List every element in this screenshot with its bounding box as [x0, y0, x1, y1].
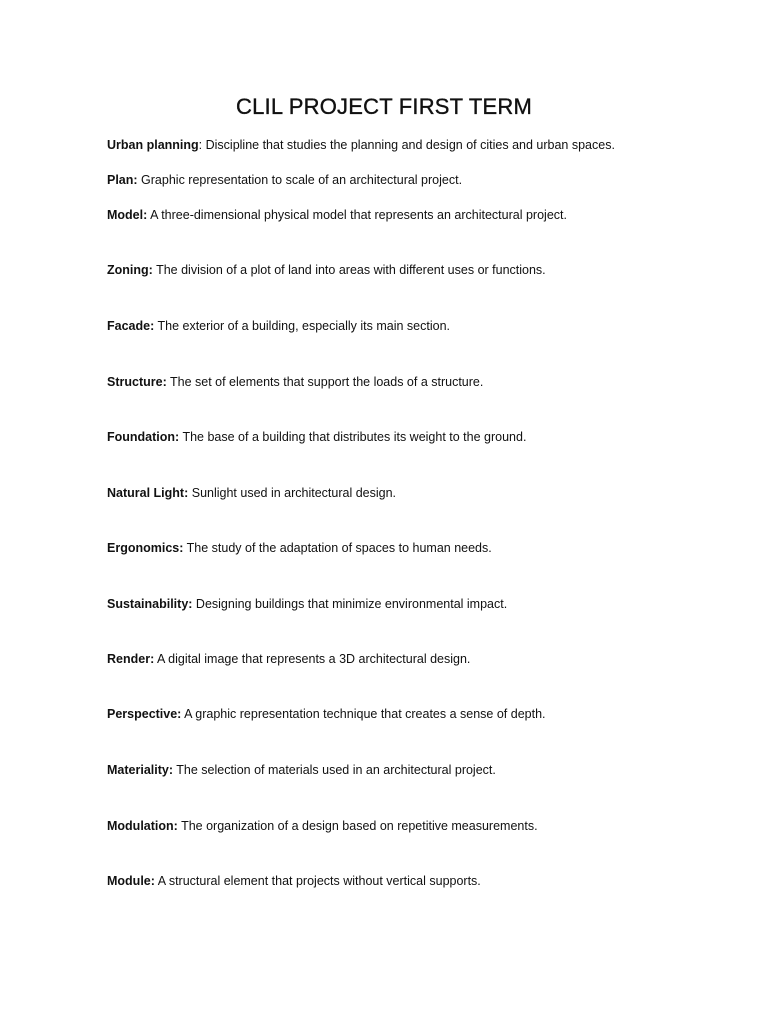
glossary-term: Foundation: — [107, 430, 180, 444]
glossary-definition: The set of elements that support the loads of a structure. — [169, 375, 484, 389]
glossary-entry-plan — [107, 172, 747, 188]
glossary-definition: A structural element that projects without vertical supports. — [157, 874, 481, 888]
glossary-term: Natural Light: — [107, 486, 189, 500]
glossary-term: Render: — [107, 652, 155, 666]
glossary-entry-ergonomics — [107, 540, 747, 556]
glossary-term: Ergonomics: — [107, 541, 184, 555]
glossary-definition: The base of a building that distributes its weight to the ground. — [182, 430, 527, 444]
glossary-term: Materiality: — [107, 763, 173, 777]
glossary-entry-materiality — [107, 762, 747, 778]
glossary-definition: Designing buildings that minimize environmental impact. — [195, 597, 508, 611]
glossary-entry-model — [107, 207, 747, 223]
glossary-definition: A digital image that represents a 3D architectural design. — [157, 652, 471, 666]
glossary-term: Plan: — [107, 173, 138, 187]
glossary-entry-sustainability — [107, 596, 747, 612]
document-title: CLIL PROJECT FIRST TERM — [236, 94, 532, 119]
glossary-term: Perspective: — [107, 707, 182, 721]
glossary-entry-foundation — [107, 429, 747, 445]
glossary-definition: Graphic representation to scale of an architectural project. — [141, 173, 463, 187]
glossary-definition: Sunlight used in architectural design. — [191, 486, 397, 500]
glossary-definition: The selection of materials used in an architectural project. — [176, 763, 496, 777]
glossary-definition: The exterior of a building, especially its main section. — [157, 319, 451, 333]
glossary-term: Facade: — [107, 319, 155, 333]
glossary-entry-structure — [107, 374, 747, 390]
glossary-term: Sustainability: — [107, 597, 193, 611]
glossary-entry-render — [107, 651, 747, 667]
glossary-definition: Discipline that studies the planning and design of cities and urban spaces. — [205, 138, 615, 152]
glossary-term: Zoning: — [107, 263, 153, 277]
glossary-entry-module — [107, 873, 747, 889]
glossary-term: Modulation: — [107, 819, 178, 833]
glossary-term: Model: — [107, 208, 148, 222]
glossary-term: Urban planning — [107, 138, 199, 152]
glossary-term: Structure: — [107, 375, 167, 389]
glossary-separator: : — [198, 138, 206, 152]
glossary-entry-facade — [107, 318, 747, 334]
glossary-term: Module: — [107, 874, 155, 888]
glossary-definition: A graphic representation technique that creates a sense of depth. — [184, 707, 546, 721]
glossary-definition: The study of the adaptation of spaces to human needs. — [186, 541, 492, 555]
glossary-entry-perspective — [107, 706, 747, 722]
glossary-definition: The division of a plot of land into areas with different uses or functions. — [156, 263, 546, 277]
glossary-definition: A three-dimensional physical model that represents an architectural project. — [150, 208, 567, 222]
glossary-entry-natural-light — [107, 485, 747, 501]
glossary-entry-zoning — [107, 262, 747, 278]
glossary-entry-urban-planning — [107, 137, 747, 153]
glossary-entry-modulation — [107, 818, 747, 834]
glossary-definition: The organization of a design based on repetitive measurements. — [181, 819, 538, 833]
